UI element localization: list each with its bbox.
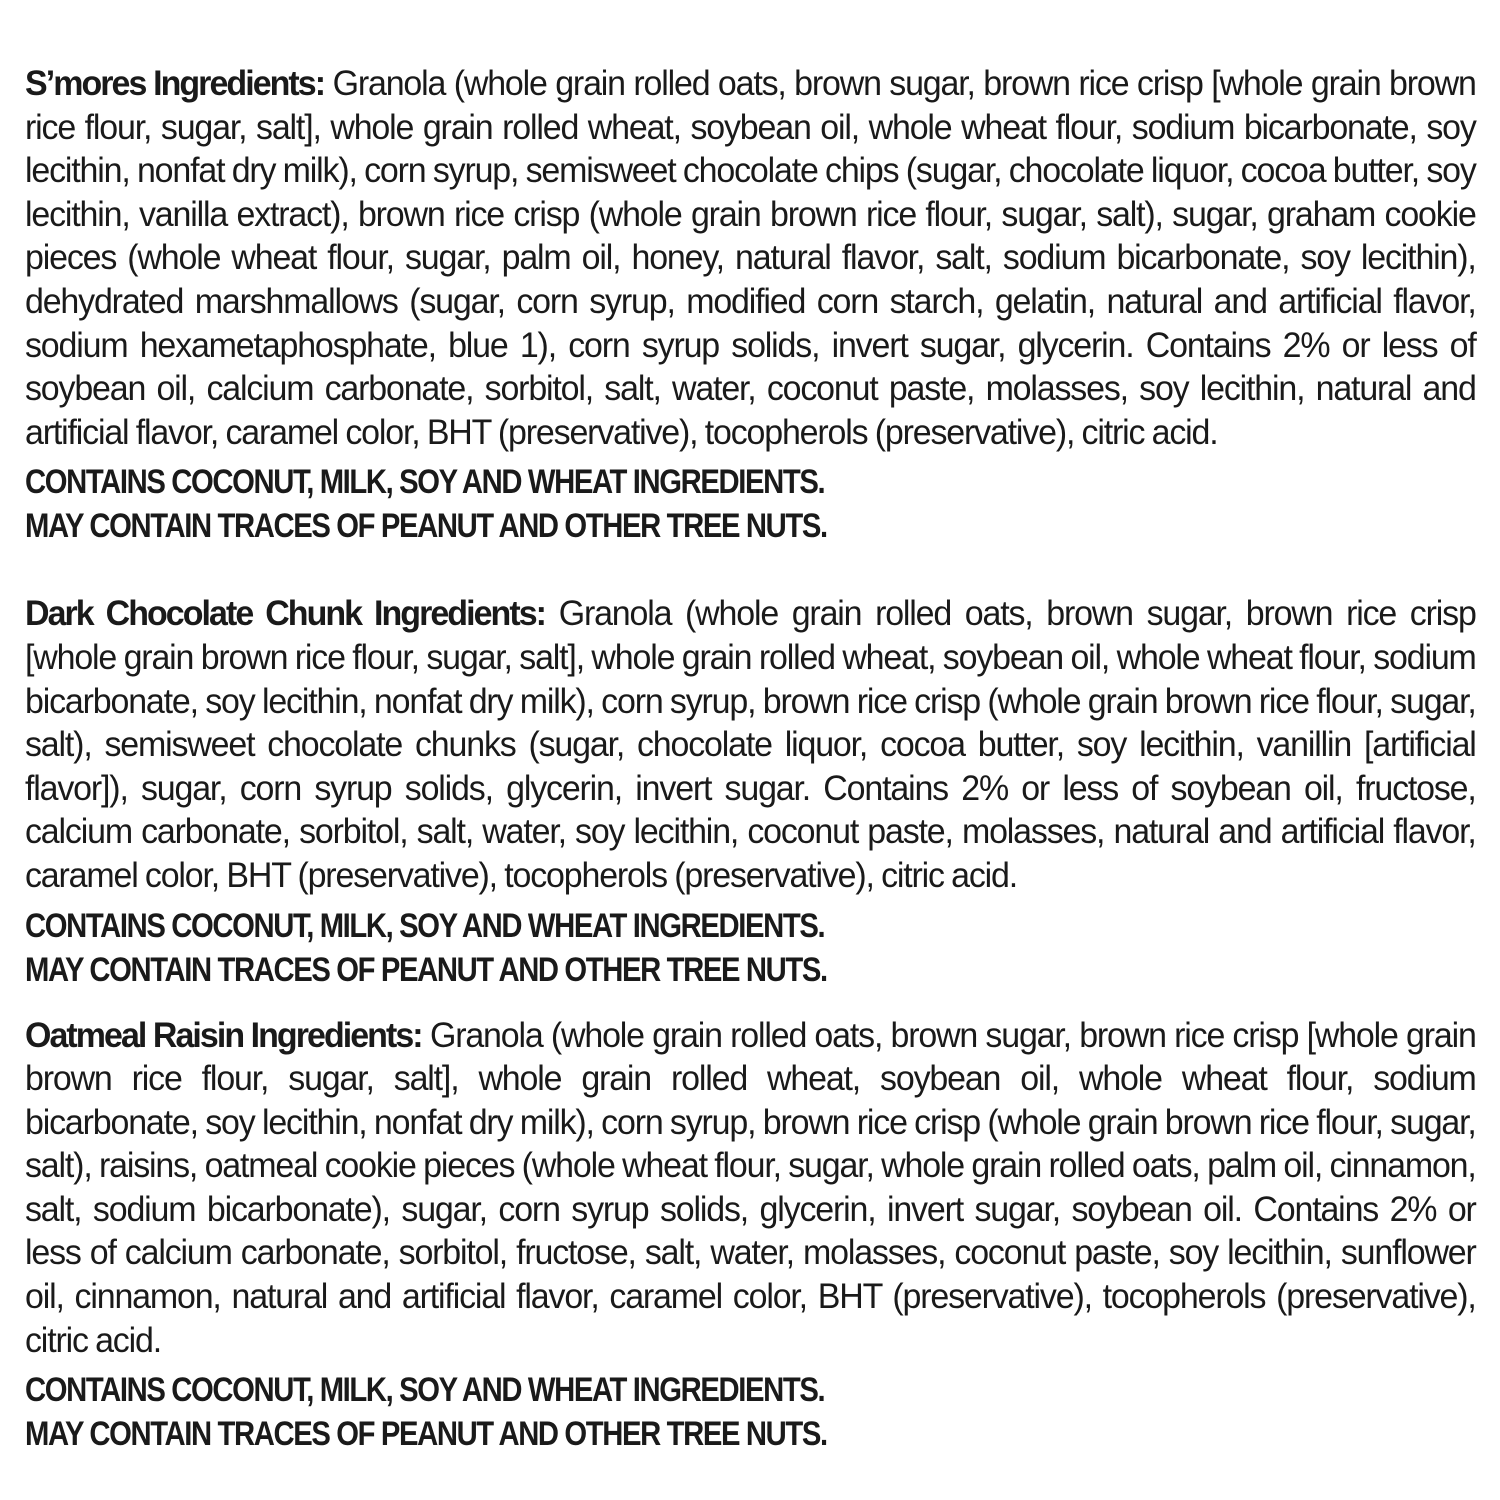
smores-ingredients-heading: S’mores Ingredients: xyxy=(25,64,325,103)
smores-section xyxy=(25,62,1477,548)
dark-chocolate-chunk-contains-statement: CONTAINS COCONUT, MILK, SOY AND WHEAT INGREDIENTS. xyxy=(25,906,825,945)
oatmeal-raisin-ingredients-heading: Oatmeal Raisin Ingredients: xyxy=(25,1015,422,1055)
smores-ingredients-list: Granola (whole grain rolled oats, brown sugar, brown rice crisp [whole grain brown rice flour, sugar, salt], whole grain rolled wheat, soybean oil, whole wheat flour, sodium bicarbonate, soy lecithin, nonfat dry milk), corn syrup, semisweet chocolate chips (sugar, chocolate liquor, cocoa butter, soy lecithin, vanilla extract), brown rice crisp (whole grain brown rice flour, sugar, salt), sugar, graham cookie pieces (whole wheat flour, sugar, palm oil, honey, natural flavor, salt, sodium bicarbonate, soy lecithin), dehydrated marshmallows (sugar, corn syrup, modified corn starch, gelatin, natural and artificial flavor, sodium hexametaphosphate, blue 1), corn syrup solids, invert sugar, glycerin. Contains 2% or less of soybean oil, calcium carbonate, sorbitol, salt, water, coconut paste, molasses, soy lecithin, natural and artificial flavor, caramel color, BHT (preservative), tocopherols (preservative), citric acid. xyxy=(25,64,1476,452)
smores-may-contain-statement: MAY CONTAIN TRACES OF PEANUT AND OTHER TREE NUTS. xyxy=(25,507,827,546)
oatmeal-raisin-ingredients-list: Granola (whole grain rolled oats, brown sugar, brown rice crisp [whole grain brown rice flour, sugar, salt], whole grain rolled wheat, soybean oil, whole wheat flour, sodium bicarbonate, soy lecithin, nonfat dry milk), corn syrup, brown rice crisp (whole grain brown rice flour, sugar, salt), raisins, oatmeal cookie pieces (whole wheat flour, sugar, whole grain rolled oats, palm oil, cinnamon, salt, sodium bicarbonate), sugar, corn syrup solids, glycerin, invert sugar, soybean oil. Contains 2% or less of calcium carbonate, sorbitol, fructose, salt, water, molasses, coconut paste, soy lecithin, sunflower oil, cinnamon, natural and artificial flavor, caramel color, BHT (preservative), tocopherols (preservative), citric acid. xyxy=(25,1015,1476,1360)
smores-ingredients-text xyxy=(25,62,1476,454)
oatmeal-raisin-may-contain-statement: MAY CONTAIN TRACES OF PEANUT AND OTHER TREE NUTS. xyxy=(25,1415,827,1454)
dark-chocolate-chunk-may-contain-statement: MAY CONTAIN TRACES OF PEANUT AND OTHER TREE NUTS. xyxy=(25,950,827,989)
dark-chocolate-chunk-ingredients-text xyxy=(25,592,1476,897)
dark-chocolate-chunk-ingredients-list: Granola (whole grain rolled oats, brown sugar, brown rice crisp [whole grain brown rice flour, sugar, salt], whole grain rolled wheat, soybean oil, whole wheat flour, sodium bicarbonate, soy lecithin, nonfat dry milk), corn syrup, brown rice crisp (whole grain brown rice flour, sugar, salt), semisweet chocolate chunks (sugar, chocolate liquor, cocoa butter, soy lecithin, vanillin [artificial flavor]), sugar, corn syrup solids, glycerin, invert sugar. Contains 2% or less of soybean oil, fructose, calcium carbonate, sorbitol, salt, water, soy lecithin, coconut paste, molasses, natural and artificial flavor, caramel color, BHT (preservative), tocopherols (preservative), citric acid. xyxy=(25,594,1476,895)
smores-contains-statement: CONTAINS COCONUT, MILK, SOY AND WHEAT INGREDIENTS. xyxy=(25,463,825,502)
oatmeal-raisin-section xyxy=(25,1014,1477,1457)
ingredients-label xyxy=(25,62,1477,1456)
oatmeal-raisin-ingredients-text xyxy=(25,1014,1476,1363)
oatmeal-raisin-contains-statement: CONTAINS COCONUT, MILK, SOY AND WHEAT INGREDIENTS. xyxy=(25,1371,825,1410)
dark-chocolate-chunk-section xyxy=(25,592,1477,991)
dark-chocolate-chunk-ingredients-heading: Dark Chocolate Chunk Ingredients: xyxy=(25,594,546,634)
